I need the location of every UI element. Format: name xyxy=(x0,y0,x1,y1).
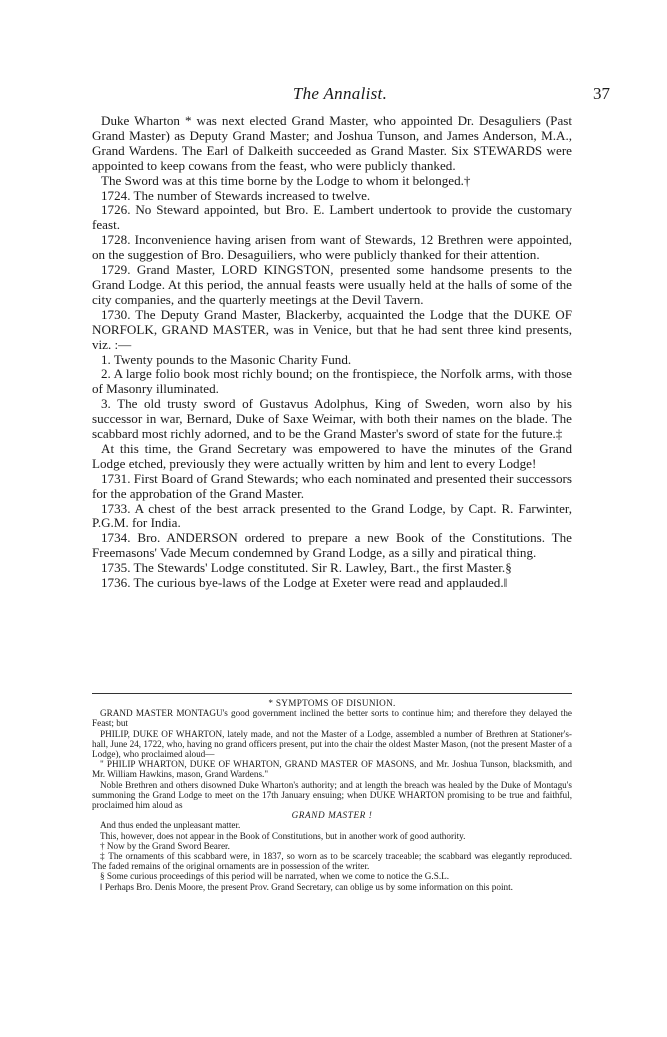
main-text xyxy=(92,114,572,591)
paragraph-wharton-elected: Duke Wharton * was next elected Grand Master, who appointed Dr. Desaguliers (Past Grand Master) as Deputy Grand Master; and Joshua Tunson, and James Anderson, M.A., Grand Wardens. The Earl of Dalkeith succeeded as Grand Master. Six STEWARDS were appointed to keep cowans from the feast, who were publicly thanked. xyxy=(92,113,572,173)
footnote-text: Noble Brethren and others disowned Duke Wharton's authority; and at length the breach was healed by the Duke of Montagu's summoning the Grand Lodge to meet on the 17th January ensuing; when DUKE WHARTON promising to be true and faithful, proclaimed him aloud as xyxy=(92,779,572,811)
footnote-text: GRAND MASTER MONTAGU's good government inclined the better sorts to continue him; and therefore they delayed the Feast; but xyxy=(92,708,572,729)
paragraph-1736: 1736. The curious bye-laws of the Lodge at Exeter were read and applauded.‖ xyxy=(101,575,508,591)
running-title: The Annalist. xyxy=(292,84,388,103)
paragraph-1728: 1728. Inconvenience having arisen from want of Stewards, 12 Brethren were appointed, on the suggestion of Bro. Desaguiliers, who were publicly thanked for their attention. xyxy=(92,232,572,263)
paragraph-1733: 1733. A chest of the best arrack presented to the Grand Lodge, by Capt. R. Farwinter, P.G.M. for India. xyxy=(92,500,572,531)
paragraph-1730: 1730. The Deputy Grand Master, Blackerby, acquainted the Lodge that the DUKE OF NORFOLK, GRAND MASTER, was in Venice, but that he had sent three kind presents, viz. :— xyxy=(92,306,572,352)
paragraph-present-1: 1. Twenty pounds to the Masonic Charity Fund. xyxy=(101,351,352,367)
footnote-divider xyxy=(92,693,572,694)
footnote-double-dagger: ‡ The ornaments of this scabbard were, in 1837, so worn as to be scarcely traceable; the scabbard was elegantly reproduced. The faded remains of the original ornaments are in possession of the writer. xyxy=(92,851,572,872)
footnote-grand-master: GRAND MASTER ! xyxy=(291,810,373,821)
footnote-dagger: † Now by the Grand Sword Bearer. xyxy=(100,840,230,851)
paragraph-present-2: 2. A large folio book most richly bound; on the frontispiece, the Norfolk arms, with those of Masonry illuminated. xyxy=(92,366,572,397)
footnote-section: § Some curious proceedings of this period will be narrated, when we come to notice the G.S.L. xyxy=(100,871,450,882)
paragraph-present-3: 3. The old trusty sword of Gustavus Adolphus, King of Sweden, worn also by his successor in war, Bernard, Duke of Saxe Weimar, with both their names on the blade. The scabbard most richly adorned, and to be the Grand Master's sword of state for the future.‡ xyxy=(92,396,572,442)
paragraph-1734: 1734. Bro. ANDERSON ordered to prepare a new Book of the Constitutions. The Freemasons' Vade Mecum condemned by Grand Lodge, as a silly and piratical thing. xyxy=(92,530,572,561)
paragraph-1735: 1735. The Stewards' Lodge constituted. Sir R. Lawley, Bart., the first Master.§ xyxy=(101,560,512,576)
footnote-text: This, however, does not appear in the Book of Constitutions, but in another work of good authority. xyxy=(100,830,466,841)
footnote-text: " PHILIP WHARTON, DUKE OF WHARTON, GRAND MASTER OF MASONS, and Mr. Joshua Tunson, blacksmith, and Mr. William Hawkins, mason, Grand Wardens." xyxy=(92,759,572,780)
page-number: 37 xyxy=(593,84,610,103)
paragraph-1726: 1726. No Steward appointed, but Bro. E. Lambert undertook to provide the customary feast. xyxy=(92,202,572,233)
footnotes xyxy=(92,698,572,892)
paragraph-1724: 1724. The number of Stewards increased to twelve. xyxy=(101,187,371,203)
footnote-heading: * SYMPTOMS OF DISUNION. xyxy=(268,698,396,708)
footnote-parallel: ‖ Perhaps Bro. Denis Moore, the present Prov. Grand Secretary, can oblige us by some information on this point. xyxy=(100,881,513,892)
running-header xyxy=(70,84,610,108)
paragraph-minutes: At this time, the Grand Secretary was empowered to have the minutes of the Grand Lodge etched, previously they were actually written by him and lent to every Lodge! xyxy=(92,440,572,471)
paragraph-1731: 1731. First Board of Grand Stewards; who each nominated and presented their successors for the approbation of the Grand Master. xyxy=(92,470,572,501)
footnote-text: PHILIP, DUKE OF WHARTON, lately made, and not the Master of a Lodge, assembled a number of Brethren at Stationer's-hall, June 24, 1722, who, having no grand officers present, put into the chair the oldest Master Mason, (not the present Master of a Lodge), who proclaimed aloud— xyxy=(92,728,572,760)
paragraph-sword: The Sword was at this time borne by the Lodge to whom it belonged.† xyxy=(101,172,471,188)
footnote-text: And thus ended the unpleasant matter. xyxy=(100,820,241,831)
paragraph-1729: 1729. Grand Master, LORD KINGSTON, presented some handsome presents to the Grand Lodge. At this period, the annual feasts were usually held at the halls of some of the city companies, and the quarterly meetings at the Devil Tavern. xyxy=(92,262,572,307)
